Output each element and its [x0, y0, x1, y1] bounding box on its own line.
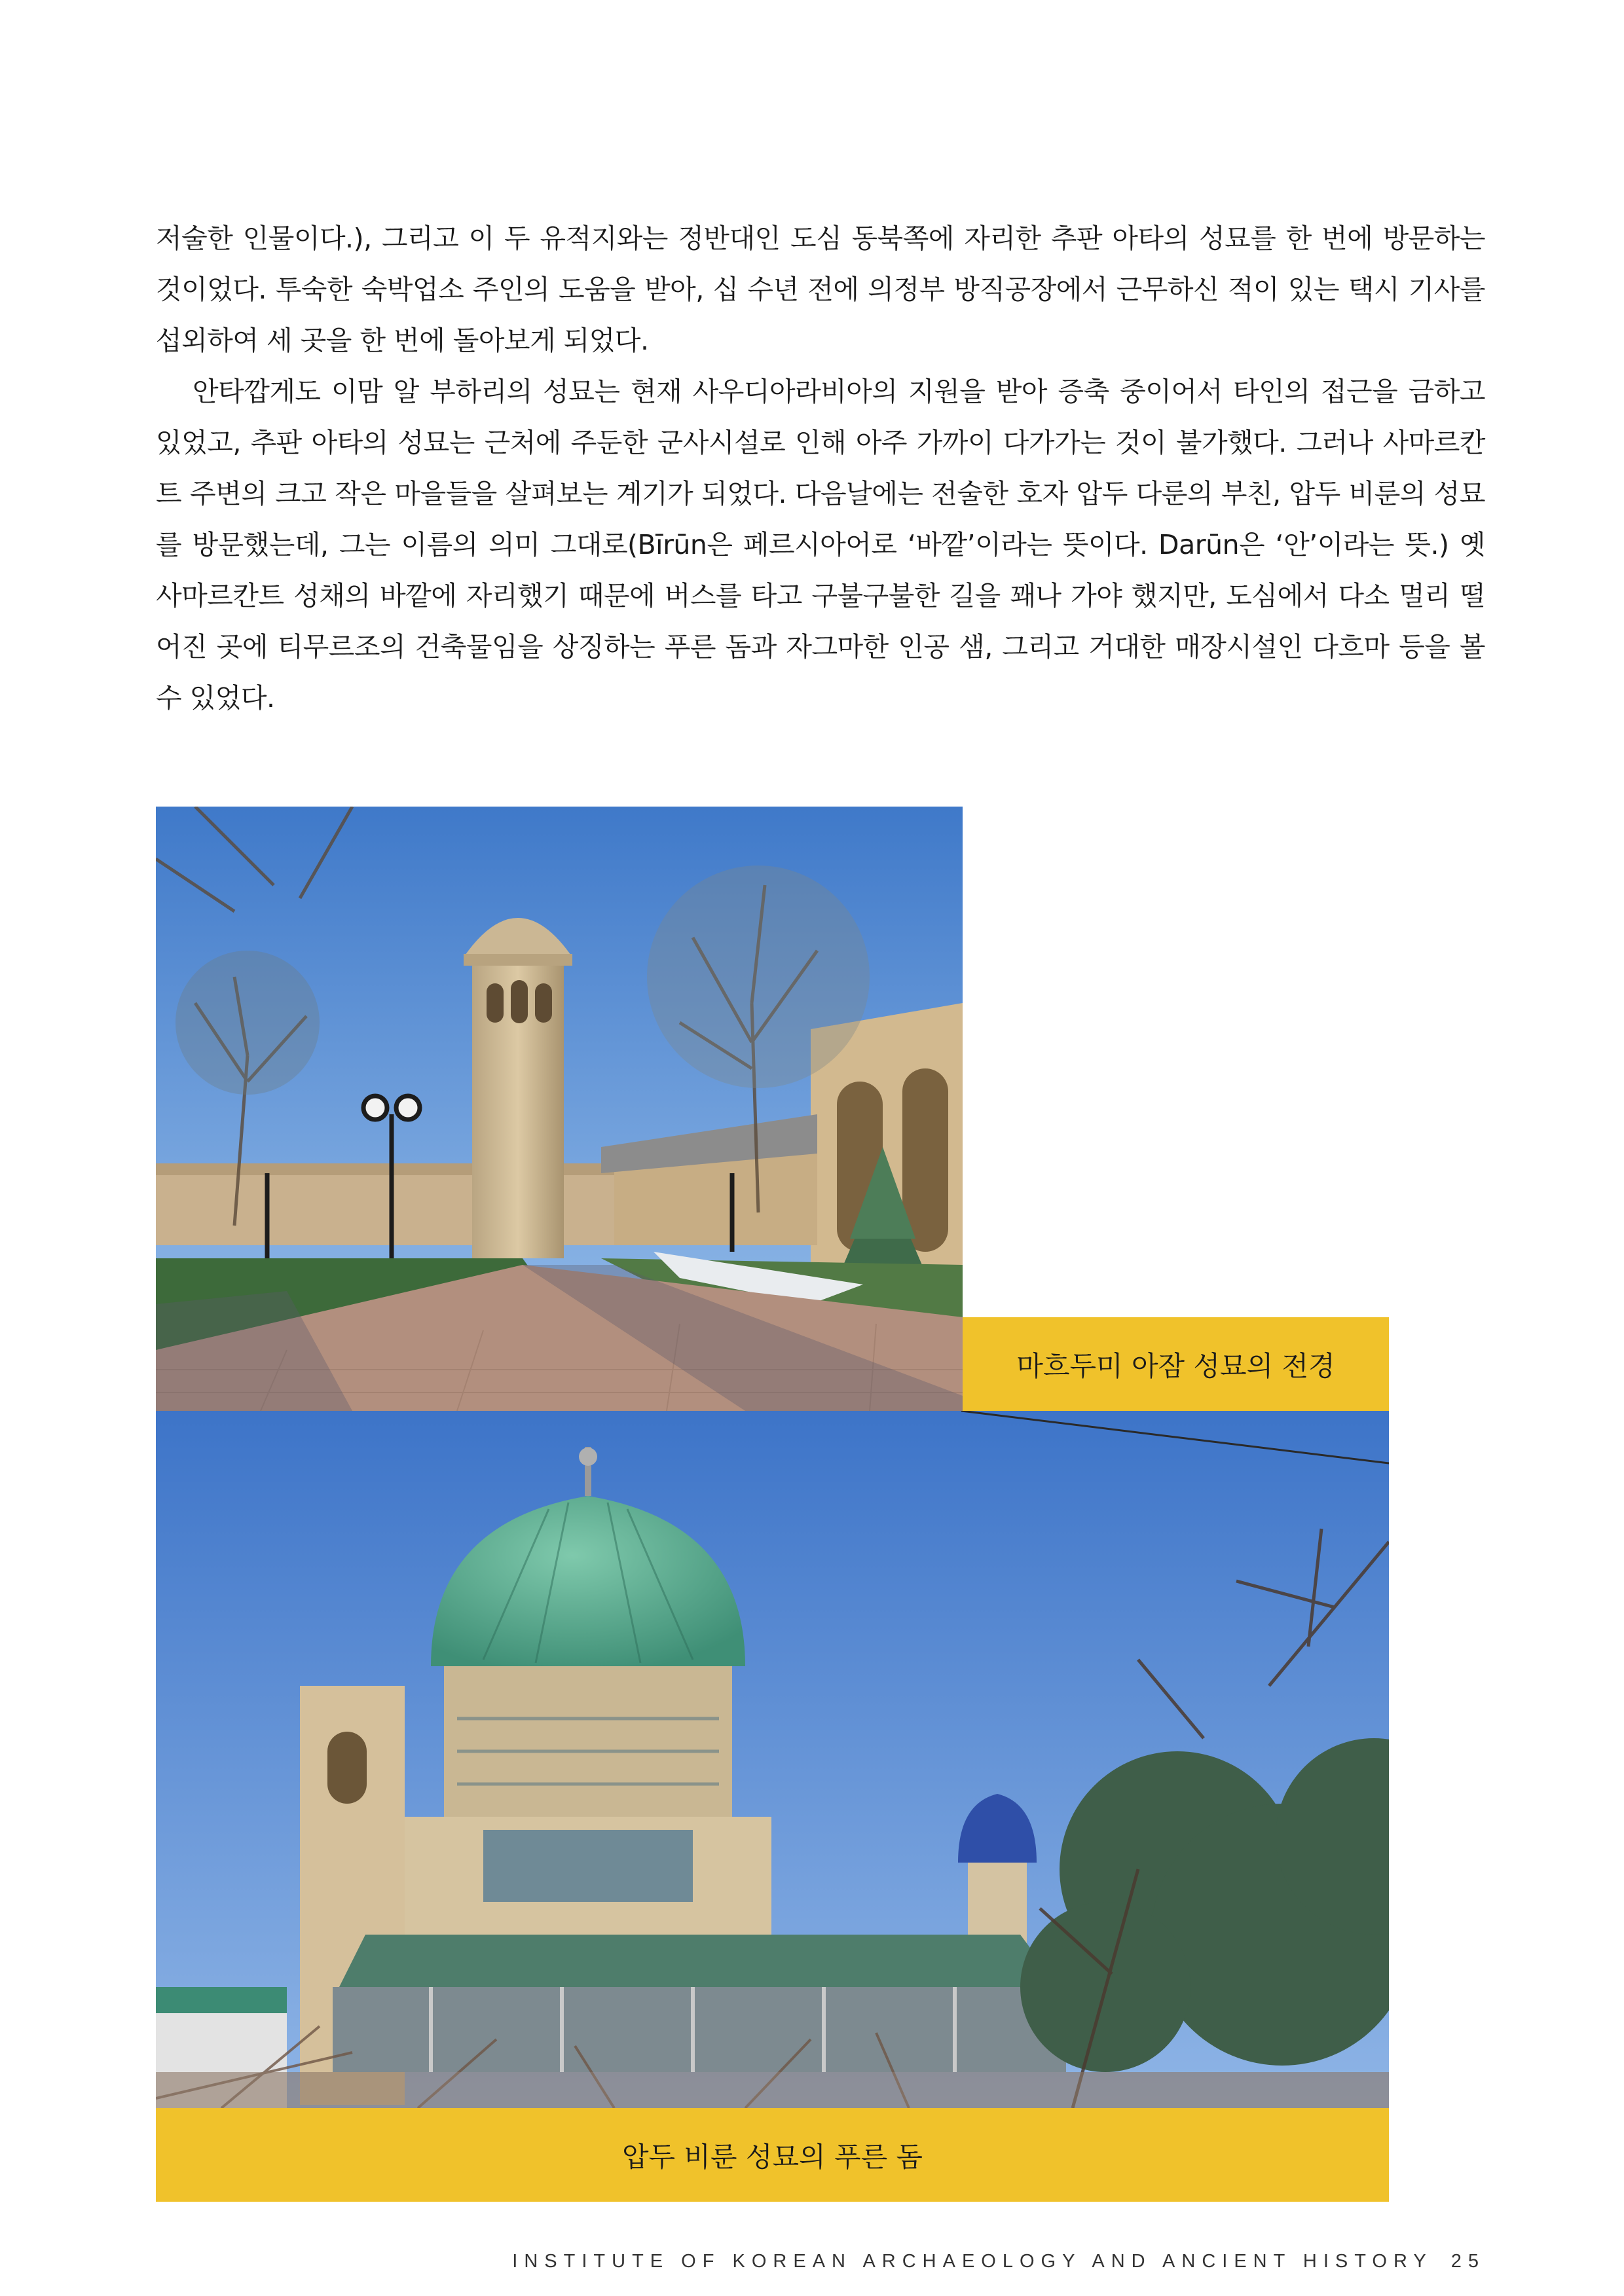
page-footer	[512, 2251, 1485, 2272]
blue-dome-illustration	[156, 1411, 1389, 2108]
figure-caption-1: 마흐두미 아잠 성묘의 전경	[963, 1317, 1389, 1411]
article-body	[156, 213, 1485, 723]
figure-caption-2: 압두 비룬 성묘의 푸른 돔	[156, 2108, 1389, 2202]
courtyard-illustration	[156, 807, 963, 1411]
photo-abdu-birun-blue-dome	[156, 1411, 1389, 2108]
paragraph-1: 저술한 인물이다.), 그리고 이 두 유적지와는 정반대인 도심 동북쪽에 자리한 추판 아타의 성묘를 한 번에 방문하는 것이었다. 투숙한 숙박업소 주인의 도움을 받아, 십 수년 전에 의정부 방직공장에서 근무하신 적이 있는 택시 기사를 섭외하여 세 곳을 한 번에 돌아보게 되었다.	[156, 223, 1485, 356]
paragraph-2: 안타깝게도 이맘 알 부하리의 성묘는 현재 사우디아라비아의 지원을 받아 증축 중이어서 타인의 접근을 금하고 있었고, 추판 아타의 성묘는 근처에 주둔한 군사시설로 인해 아주 가까이 다가가는 것이 불가했다. 그러나 사마르칸트 주변의 크고 작은 마을들을 살펴보는 계기가 되었다. 다음날에는 전술한 호자 압두 다룬의 부친, 압두 비룬의 성묘를 방문했는데, 그는 이름의 의미 그대로(Bīrūn은 페르시아어로 ‘바깥’이라는 뜻이다. Darūn은 ‘안’이라는 뜻.) 옛 사마르칸트 성채의 바깥에 자리했기 때문에 버스를 타고 구불구불한 길을 꽤나 가야 했지만, 도심에서 다소 멀리 떨어진 곳에 티무르조의 건축물임을 상징하는 푸른 돔과 자그마한 인공 샘, 그리고 거대한 매장시설인 다흐마 등을 볼 수 있었다.	[156, 376, 1485, 714]
footer-institute-name: INSTITUTE OF KOREAN ARCHAEOLOGY AND ANCIENT HISTORY	[512, 2251, 1433, 2272]
photo-makhdumi-azam-courtyard	[156, 807, 963, 1411]
page-number: 25	[1450, 2251, 1485, 2272]
